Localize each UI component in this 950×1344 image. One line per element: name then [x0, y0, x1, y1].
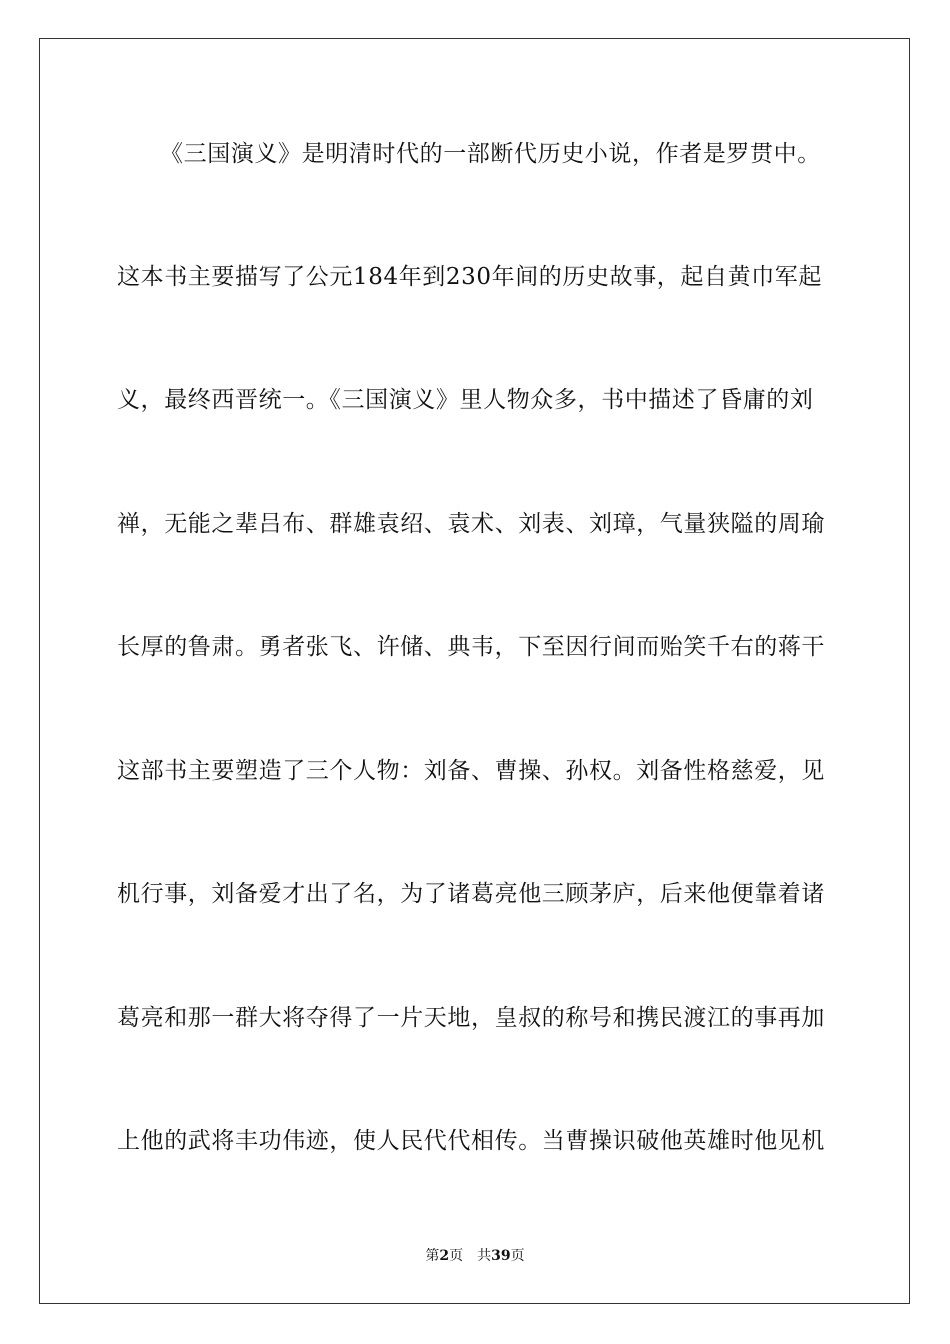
paragraph-line-5: 长厚的鲁肃。勇者张飞、许储、典韦，下至因行间而贻笑千右的蒋干 [117, 634, 825, 660]
total-suffix: 页 [510, 1248, 525, 1264]
paragraph-line-2: 这本书主要描写了公元184年到230年间的历史故事，起自黄巾军起 [117, 264, 822, 290]
page-number: 2 [439, 1248, 450, 1264]
paragraph-line-7: 机行事，刘备爱才出了名，为了诸葛亮他三顾茅庐，后来他便靠着诸 [117, 881, 825, 907]
paragraph-line-8: 葛亮和那一群大将夺得了一片天地，皇叔的称号和携民渡江的事再加 [117, 1005, 825, 1031]
total-pages: 39 [491, 1248, 511, 1264]
page-footer [0, 1247, 950, 1265]
paragraph-line-6: 这部书主要塑造了三个人物：刘备、曹操、孙权。刘备性格慈爱，见 [117, 758, 825, 784]
paragraph-line-4: 禅，无能之辈吕布、群雄袁绍、袁术、刘表、刘璋，气量狭隘的周瑜 [117, 511, 825, 537]
page-prefix: 第 [425, 1248, 440, 1264]
total-prefix: 共 [477, 1248, 492, 1264]
paragraph-line-1: 《三国演义》是明清时代的一部断代历史小说，作者是罗贯中。 [160, 141, 821, 167]
page-border [39, 38, 910, 1304]
paragraph-line-3: 义，最终西晋统一。《三国演义》里人物众多，书中描述了昏庸的刘 [117, 387, 814, 413]
page-suffix: 页 [449, 1248, 464, 1264]
paragraph-line-9: 上他的武将丰功伟迹，使人民代代相传。当曹操识破他英雄时他见机 [117, 1128, 825, 1154]
